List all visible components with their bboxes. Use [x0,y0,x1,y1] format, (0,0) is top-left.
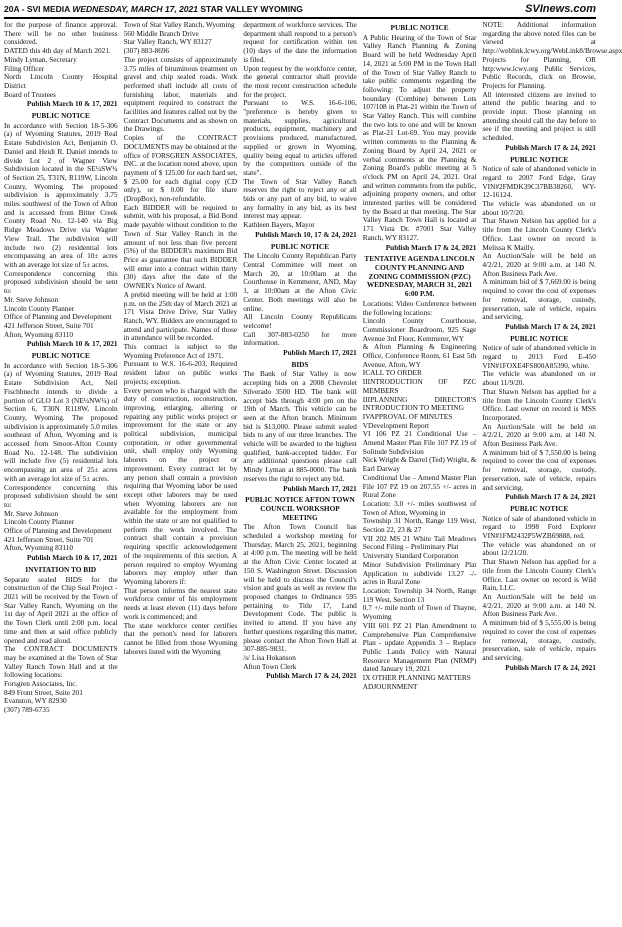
notice-paragraph: for the purpose of finance approval. There will be no other business considered. [4,20,118,47]
notice-paragraph: The CONTRACT DOCUMENTS may be examined at the Town of Star Valley Ranch Town Hall and at the following locations: [4,644,118,680]
notice-item [124,21,238,656]
notice-item [243,361,357,494]
notice-item [4,112,118,349]
notice-paragraph: ADJOURNMENT [362,681,418,691]
notice-paragraph: Town of Star Valley Ranch, Wyoming [123,20,235,29]
notice-paragraph: Pursuant to W.S. 16-6-106, "preference is hereby given to materials, supplies, agricultural products, equipment, machinery and provisions produced, manufactured, supplied or grown in Wyoming, quality being equal to articles offered by the competitors outside of the state". [243,98,357,177]
notice-paragraph: VI 106 PZ 21 Conditional Use – Amend Master Plan File 107 PZ 19 of Solitude Subdivision [362,429,477,456]
notice-paragraph: Locations: Video Conference between the following locations: [362,298,477,317]
notice-paragraph: An Auction/Sale will be held on 4/2/21, 2020 at 9:00 a.m. at 140 N. Afton Business Park Ave. [482,592,596,619]
notice-paragraph: Conditional Use – Amend Master Plan File 107 PZ 19 on 207.55 +/- acres in Rural Zone [362,472,477,500]
notice-heading: PUBLIC NOTICE [510,154,569,164]
publish-dates: Publish March 17, 2021 [283,483,357,493]
notice-column [4,21,118,923]
publish-dates: Publish March 17 & 24, 2021 [505,492,596,502]
notice-paragraph: Mr. Steve Johnson [4,294,59,304]
notice-paragraph: Lincoln County Courthouse, Commissioner Boardroom, 925 Sage Avenue 3rd Floor, Kemmerer, WY [362,316,477,343]
publish-dates: Publish March 10 & 17, 2021 [26,553,118,563]
notice-paragraph: An Auction/Sale will be held on 4/2/21, 2020 at 9:00 a.m. at 140 N. Afton Business Park Ave. [482,251,596,278]
notice-heading: INVITATION TO BID [25,564,97,574]
notice-paragraph: Evanston, WY 82930 [4,696,67,706]
notice-paragraph: Afton, Wyoming 83110 [4,329,74,339]
notice-paragraph: Separate sealed BIDS for the construction of the Chip Seal Project - 2021 will be received by the Town of Star Valley Ranch, Wyoming on the 1st day of April 2021 at the office of the Town Clerk until 2:00 p.m. local time and then at said office publicly opened and read aloud. [4,574,118,645]
notice-paragraph: A minimum bid of $ 7,669.00 is being required to cover the cost of expenses for removal, storage, custody, preservation, sale of vehicle, repairs and servicing. [482,277,596,322]
publish-dates: Publish March 17 & 24, 2021 [505,142,596,152]
notice-paragraph: In accordance with Section 18-5-306 (a) of Wyoming Statutes, 2019 Real Estate Subdivision Act, Benjamin O. Daniel and Heidi R. Daniel intends to divide Lot 2 of Wagner View Subdivision located in the SE¼SW¼ of Section 25, T31N, R119W, Lincoln County, Wyoming. The proposed subdivision is approximately 3.75 miles southwest of the Town of Afton and is accessed from Bitter Creek County Road No. 12-140 via Big Ridge Meadows Drive via Wagner View Trail. The subdivision will include two (2) residential lots encompassing an area of 10± acres with an average lot size of 5± acres. [4,120,118,269]
notice-paragraph: The Town of Star Valley Ranch reserves the right to reject any or all bids or any part of any bid, to waive any formality in any bid, as its best interest may appear. [243,176,357,221]
notice-paragraph: Upon request by the workforce center, the general contractor shall provide the most recent construction schedule for the project. [243,63,357,99]
notice-paragraph: IVAPPROVAL OF MINUTES [362,411,453,421]
notice-paragraph: Lincoln County Planner [4,303,75,313]
notice-paragraph: The project consists of approximately 3.75 miles of bituminous treatment on gravel and chip sealed roads. Work performed shall include all costs of furnishing labor, materials and equipment required to construct the facilities and features called out by the Contract Documents and as shown on the Drawings. [123,54,238,134]
header-rule [4,17,596,19]
publish-dates: Publish March 17, 2021 [283,348,357,358]
notice-paragraph: Copies of the CONTRACT DOCUMENTS may be obtained at the office of FORSGREN ASSOCIATES, INC. at the location noted above, upon payment of $ 125.00 for each hard set, $ 25.00 for each digital copy (CD only), or $ 0.00 for file share (DropBox), non-refundable. [123,133,238,204]
notice-paragraph: That person informs the nearest state workforce center of his employment needs at least eleven (11) days before work is commenced; and [123,585,238,621]
notice-paragraph: All interested citizens are invited to attend the public hearing and to provide input. Those planning on attending should call the day before to see if the meeting and project is still scheduled. [482,89,596,143]
notice-item [363,255,477,691]
notice-item [243,496,357,681]
notice-paragraph: Mindy Lyman, Secretary [4,54,77,64]
notice-paragraph: VDevelopment Report [362,420,430,430]
notice-heading: TENTATIVE AGENDA LINCOLN COUNTY PLANNING AND ZONING COMMISSION (PZC) WEDNESDAY, MARCH 31, 2021 6:00 P.M. [364,254,475,299]
notice-heading: PUBLIC NOTICE AFTON TOWN COUNCIL WORKSHOP MEETING [245,495,355,522]
notice-paragraph: Office of Planning and Development [4,526,112,536]
notice-paragraph: IIINTRODUCTION OF PZC MEMBERS [362,377,477,395]
notice-paragraph: Afton Town Clerk [243,661,297,671]
notice-paragraph: (307) 789-6735 [4,705,50,715]
notice-paragraph: DATED this 4th day of March 2021. [4,46,111,56]
notice-heading: PUBLIC NOTICE [510,503,569,513]
publish-dates: Publish March 10, 17 & 24, 2021 [255,229,357,239]
notice-paragraph: Township 31 North, Range 119 West, Section 22, 23 & 27 [362,516,477,535]
notice-paragraph: IX OTHER PLANNING MATTERS [362,673,471,683]
notice-item [482,20,622,153]
notice-item [4,352,118,563]
notice-paragraph: Mr. Steve Johnson [4,508,59,518]
notice-paragraph: That Shawn Nelson has applied for a title from the Lincoln County Clerk's Office. Last owner on record is Wild Rain, LLC. [482,557,596,593]
publish-dates: Publish March 10 & 17, 2021 [26,99,118,109]
notice-paragraph: Lincoln County Planner [4,517,75,527]
notice-paragraph: A minimum bid of $ 7,550.00 is being required to cover the cost of expenses for removal, storage, custody, preservation, sale of vehicle, repairs and servicing. [482,447,596,492]
notice-column [243,21,357,923]
notice-paragraph: IIIPLANNING DIRECTOR'S INTRODUCTION TO MEETING [362,394,477,413]
notice-paragraph: Pursuant to W.S. 16-6-203, Required resident labor on public works projects; exception. [123,359,238,386]
notice-paragraph: Forsgren Associates, Inc. [4,679,78,689]
notice-paragraph: This contract is subject to the Wyoming Preference Act of 1971. [123,342,238,360]
notice-paragraph: 560 Middle Branch Drive [123,28,199,38]
publish-dates: Publish March 10 & 17, 2021 [26,339,118,349]
notice-paragraph: The vehicle was abandoned on or about 10/7/20. [482,199,596,217]
notice-column [363,21,477,923]
legal-notices-columns [4,20,622,923]
notice-paragraph: Minor Subdivision Preliminary Plat Application to subdivide 13.27 -/- acres in Rural Zone [362,559,477,587]
notice-paragraph: In accordance with Section 18-5-306 (a) of Wyoming Statutes, 2019 Real Estate Subdivision Act, Neil Fischbnecht intends to divide a portion of GLO Lot 3 (NE¼NW¼) of Section 6, T30N R118W, Lincoln County, Wyoming. The proposed subdivision is approximately 5.0 miles southeast of Afton, Wyoming and is accessed from Smoot-Afton County Road No. 12-148. The subdivision will include five (5) residential lots encompassing an area of 25± acres with an average lot size of 5± acres. [4,360,118,483]
notice-item [363,24,477,252]
notice-paragraph: The Lincoln County Republican Party Central Committee will meet on March 20, at 10:00am at the Courthouse in Kemmerer, AND, May 1, at 10:00am at the Afton Civic Center. Both meetings will also be online. [243,251,357,313]
notice-paragraph: Kathleen Bayers, Mayor [243,220,315,230]
publish-dates: Publish March 17 & 24, 2021 [505,662,596,672]
notice-paragraph: The vehicle was abandoned on or about 12/21/20. [482,539,596,558]
notice-column [482,20,622,923]
notice-paragraph: Office of Planning and Development [4,312,112,322]
notice-heading: PUBLIC NOTICE [270,241,330,251]
notice-paragraph: A minimum bid of $ 5,555.00 is being required to cover the cost of expenses for removal, storage, custody, preservation, sale of vehicle, repairs and servicing. [482,618,596,662]
notice-paragraph: & Afton Planning & Engineering Office, Conference Room, 61 East 5th Avenue, Afton, WY [362,342,477,369]
publish-dates: Publish March 17 & 24, 2021 [385,242,477,252]
notice-paragraph: A Public Hearing of the Town of Star Valley Ranch Planning & Zoning Board will be held Wednesday April 14, 2021 at 5:00 PM in the Town Hall of the Town of Star Valley Ranch to take public comments regarding the following: To adjust the property boundary (Combine) between Lots 107/108 in Plat-21 within the Town of Star Valley Ranch. This will combine the two lots to one and will be known as Plat-21 Lot-69. You may provide written comments to the Planning & Zoning Board by April 24, 2021 or verbal comments at the Planning & Zoning Board's public meeting at 5 o'clock PM on April 24, 2021. Oral and written comments from the public, adjoining property owners, and other interested parties will be considered by the Board at that meeting. The Star Valley Ranch Town Hall is located at 171 Vista Dr. #7001 Star Valley Ranch, WY 83127. [362,32,477,242]
notice-paragraph: /s/ Lisa Hokanson [243,652,296,662]
notice-column [124,21,238,923]
notice-paragraph: University Standard Corporation [362,551,459,561]
notice-paragraph: Afton, Wyoming 83110 [4,543,74,553]
notice-paragraph: 849 Front Street, Suite 201 [4,687,83,697]
notice-paragraph: 421 Jefferson Street, Suite 701 [4,534,94,544]
notice-paragraph: 421 Jefferson Street, Suite 701 [4,320,94,330]
issue-date: WEDNESDAY, MARCH 17, 2021 [72,4,198,14]
notice-paragraph: Location: 3.0 +/- miles southwest of Town of Afton, Wyoming in [362,498,477,517]
notice-heading: PUBLIC NOTICE [31,111,90,121]
notice-paragraph: North Lincoln County Hospital District [4,72,118,90]
notice-item [243,21,357,240]
notice-paragraph: VII 202 MS 21 White Tail Meadows Second Filing – Preliminary Plat [362,533,477,552]
notice-paragraph: 0.7 +/- mile north of Town of Thayne, Wyoming [362,603,477,622]
notice-paragraph: The state workforce center certifies that the person's need for laborers cannot be filled from those Wyoming laborers listed with the Wyoming [123,620,238,656]
notice-paragraph: Every person who is charged with the duty of construction, reconstruction, improving, enlarging, altering or repairing any public works project or improvement for the state or any political subdivision, municipal corporation, or other governmental unit, shall employ only Wyoming laborers on the project or improvement. Every contract let by any person shall contain a provision requiring that Wyoming labor be used except other laborers may be used when Wyoming laborers are not available for the employment from within the state or are not qualified to perform the work involved. The contract shall contain a provision requiring specific acknowledgement of the requirements of this section. A person required to employ Wyoming laborers may employ other than Wyoming laborers if: [123,385,238,586]
notice-paragraph: Correspondence concerning this proposed subdivision should be sent to: [4,482,118,509]
notice-item [482,335,596,502]
notice-heading: PUBLIC NOTICE [510,333,569,343]
publish-dates: Publish March 17 & 24, 2021 [266,671,357,681]
notice-heading: PUBLIC NOTICE [390,23,449,32]
notice-paragraph: The vehicle was abandoned on or about 11/9/20. [482,369,596,388]
notice-paragraph: That Shawn Nelson has applied for a title from the Lincoln County Clerk's Office. Last owner on record is Melissa K Mailly. [482,216,596,252]
page-label: 20A - SVI MEDIA [4,4,70,14]
notice-paragraph: Notice of sale of abandoned vehicle in regard to 2007 Ford Edge, Gray VIN#2FMDK39C37BB38260, WY-12-16124. [482,164,596,200]
notice-paragraph: Location: Township 34 North, Range 119 West, Section 13 [362,586,477,604]
notice-paragraph: department of workforce services. The department shall respond to a person's request for certification within ten (10) days of the date the information is filed. [243,20,357,64]
notice-heading: PUBLIC NOTICE [31,351,90,361]
header-left [4,4,303,14]
notice-paragraph: That Shawn Nelson has applied for a title from the Lincoln County Clerk's Office. Last owner on record is MSS Incorporated. [482,386,596,422]
notice-paragraph: Correspondence concerning this proposed subdivision should be sent to: [4,268,118,296]
notice-paragraph: Filing Officer [4,63,45,73]
notice-paragraph: ICALL TO ORDER [362,368,422,378]
notice-paragraph: The Bank of Star Valley is now accepting bids on a 2008 Chevrolet Silverado 3500 HD. The bank will accept bids through 4:00 pm on the 19th of March. This vehicle can be seen at the Afton branch. Minimum bid is $13,000. Please submit sealed bids to any of our three branches. The vehicle will be awarded to the highest qualified, bank-accepted bidder. For any additional questions please call Mindy Lyman at 885-0000. The bank reserves the right to reject any bid. [243,369,357,483]
notice-paragraph: Notice of sale of abandoned vehicle in regard to 1998 Ford Explorer VIN#1FM2432P5WZB69888, red. [482,513,596,541]
notice-item [482,505,596,672]
notice-heading: BIDS [291,359,309,369]
site-name: SVInews.com [525,3,596,15]
notice-paragraph: Star Valley Ranch, WY 83127 [123,37,212,47]
notice-paragraph: VIII 601 PZ 21 Plan Amendment to Comprehensive Plan Comprehensive Plan - update Appendix 3 – Replace Public Lands Policy with Natural Resource Management Plan (NRMP) dated January 19, 2021 [362,620,477,674]
notice-paragraph: NOTE: Additional information regarding the above noted files can be viewed at http://weblink.lcwy.org/WebLink8/Browse.aspx Projects for Planning, OR http:www.lcwy.org Public Services, Public Records, click on Browse, Projects for Planning. [482,20,622,90]
notice-paragraph: The Afton Town Council has scheduled a workshop meeting for Thursday, March 25, 2021, beginning at 4:00 p.m. The meeting will be held at the Afton Civic Center located at 150 S. Washington Street. Discussion will be held to discuss the Council's vision and goals as well as review the proposed changes to Ordinance 595 pertaining to Title 17, Land Development Code. The public is invited to attend. If you have any further questions regarding this matter, please contact the Afton Town Hall at 307-885-9831. [243,522,357,654]
section-name: STAR VALLEY WYOMING [200,4,303,14]
notice-paragraph: Notice of sale of abandoned vehicle in regard to 2013 Ford E-450 VIN#1FOXE4FS800A85390, white. [482,343,596,370]
notice-paragraph: An Auction/Sale will be held on 4/2/21, 2020 at 9:00 a.m. at 140 N. Afton Business Park Ave. [482,421,596,449]
notice-paragraph: All Lincoln County Republicans welcome! [243,312,357,330]
notice-paragraph: Each BIDDER will be required to submit, with his proposal, a Bid Bond made payable without condition to the Town of Star Valley Ranch in the amount of not less than five percent (5%) of the BIDDER's maximum Bid Price as guarantee that such BIDDER will enter into a contract within thirty (30) days after the date of the OWNER's Notice of Award. [123,202,238,291]
notice-paragraph: A prebid meeting will be held at 1:00 p.m. on the 25th day of March 2021 at 171 Vista Drive Drive, Star Valley Ranch, WY. Bidders are encouraged to attend and participate. Names of those in attendance will be recorded. [123,289,238,343]
notice-item [482,156,596,332]
publish-dates: Publish March 17 & 24, 2021 [505,321,596,331]
notice-item [243,243,357,358]
notice-paragraph: Nick Wright & Darrel (Ted) Wright, & Earl Darway [362,455,477,474]
notice-item [4,566,118,715]
page-header [4,2,596,16]
notice-paragraph: (307) 883-8696 [123,46,170,56]
notice-paragraph: Board of Trustees [4,89,56,99]
notice-item [4,21,118,109]
notice-paragraph: Call 307-883-0250 for more information. [243,329,357,348]
